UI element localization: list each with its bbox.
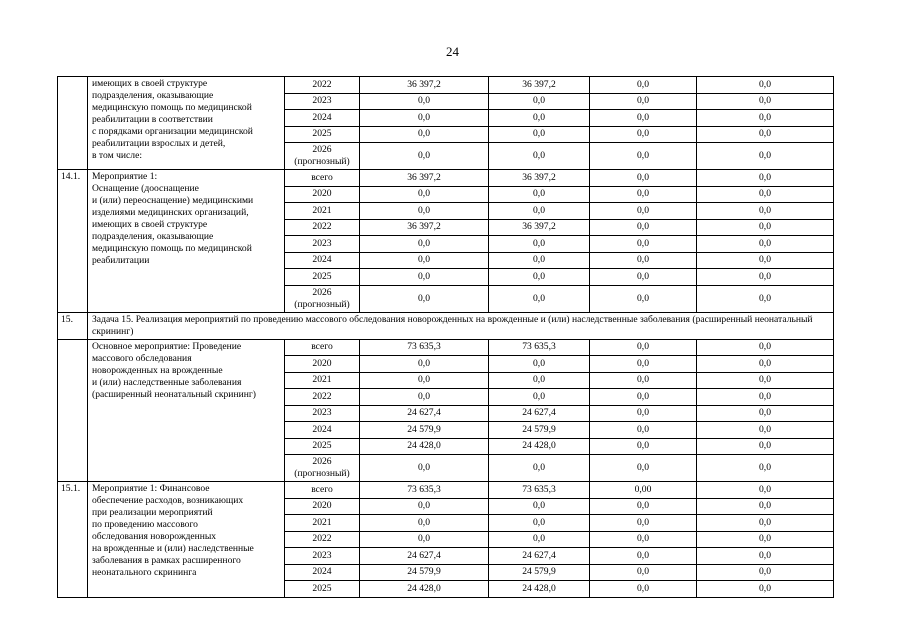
amount-cell: 0,0 — [697, 143, 834, 170]
amount-cell: 0,0 — [590, 252, 697, 269]
amount-cell: 36 397,2 — [489, 77, 590, 94]
year-label: 2025 — [312, 128, 332, 140]
amount-cell: 0,0 — [489, 269, 590, 286]
year-label: (прогнозный) — [294, 468, 350, 479]
year-cell — [285, 285, 360, 312]
amount-cell: 0,0 — [697, 422, 834, 439]
amount-cell: 0,0 — [590, 93, 697, 110]
year-label: (прогнозный) — [294, 156, 350, 167]
year-label: 2021 — [312, 204, 332, 216]
year-cell — [285, 356, 360, 373]
year-label: 2024 — [312, 254, 332, 266]
amount-cell: 0,0 — [590, 356, 697, 373]
amount-cell: 0,0 — [590, 285, 697, 312]
amount-cell: 0,0 — [697, 498, 834, 515]
year-cell — [285, 219, 360, 236]
year-cell — [285, 455, 360, 482]
description-line: подразделения, оказывающие — [92, 231, 214, 242]
year-cell — [285, 498, 360, 515]
amount-cell: 0,0 — [489, 455, 590, 482]
amount-cell: 0,0 — [489, 203, 590, 220]
amount-cell: 24 627,4 — [360, 548, 489, 565]
year-label: 2020 — [312, 188, 332, 200]
page-number: 24 — [446, 44, 459, 59]
amount-cell: 0,0 — [489, 356, 590, 373]
amount-cell: 0,0 — [590, 186, 697, 203]
description-line: медицинскую помощь по медицинской — [92, 243, 252, 254]
amount-cell: 0,0 — [697, 389, 834, 406]
year-cell — [285, 422, 360, 439]
year-cell — [285, 581, 360, 598]
amount-cell: 24 579,9 — [489, 422, 590, 439]
description-line: Мероприятие 1: Финансовое — [92, 483, 210, 494]
item-description — [88, 339, 285, 482]
amount-cell: 0,0 — [489, 389, 590, 406]
item-description — [88, 482, 285, 598]
amount-cell: 0,0 — [697, 564, 834, 581]
year-cell — [285, 482, 360, 499]
year-label: 2026 — [312, 144, 332, 155]
amount-cell: 0,0 — [360, 110, 489, 127]
year-label: 2024 — [312, 566, 332, 578]
description-line: имеющих в своей структуре — [92, 219, 208, 230]
description-line: новорожденных на врожденные — [92, 364, 223, 376]
amount-cell: 73 635,3 — [360, 339, 489, 356]
description-line: и (или) наследственные заболевания — [92, 376, 242, 388]
amount-cell: 0,0 — [697, 455, 834, 482]
amount-cell: 0,0 — [697, 531, 834, 548]
amount-cell: 0,0 — [360, 356, 489, 373]
amount-cell: 0,0 — [697, 170, 834, 187]
amount-cell: 0,0 — [590, 372, 697, 389]
item-description — [88, 77, 285, 170]
amount-cell: 0,0 — [697, 548, 834, 565]
year-label: 2022 — [312, 533, 332, 545]
amount-cell: 0,0 — [590, 422, 697, 439]
year-cell — [285, 515, 360, 532]
amount-cell: 24 579,9 — [360, 422, 489, 439]
year-label: всего — [311, 171, 333, 183]
year-cell — [285, 372, 360, 389]
amount-cell: 0,0 — [489, 93, 590, 110]
task-text: Задача 15. Реализация мероприятий по проведению массового обследования новорожденных на врожденные и (или) наследственные заболевания (расширенный неонатальный скрининг) — [88, 312, 834, 339]
year-cell — [285, 438, 360, 455]
amount-cell: 36 397,2 — [360, 170, 489, 187]
description-line: по проведению массового — [92, 519, 198, 530]
year-cell — [285, 269, 360, 286]
year-cell — [285, 548, 360, 565]
amount-cell: 0,0 — [360, 285, 489, 312]
item-number: 14.1. — [58, 170, 88, 313]
amount-cell: 0,0 — [360, 252, 489, 269]
amount-cell: 0,0 — [697, 372, 834, 389]
amount-cell: 0,0 — [590, 339, 697, 356]
amount-cell: 0,0 — [360, 186, 489, 203]
amount-cell: 0,0 — [360, 126, 489, 143]
table-row — [58, 482, 834, 499]
year-cell — [285, 186, 360, 203]
description-line: Мероприятие 1: — [92, 171, 158, 182]
description-line: имеющих в своей структуре — [92, 78, 208, 89]
year-label: 2026 — [312, 286, 332, 298]
amount-cell: 0,0 — [590, 77, 697, 94]
table-row — [58, 170, 834, 187]
amount-cell: 0,0 — [360, 236, 489, 253]
amount-cell: 0,0 — [489, 110, 590, 127]
amount-cell: 0,0 — [590, 236, 697, 253]
description-line: обеспечение расходов, возникающих — [92, 495, 244, 506]
amount-cell: 0,0 — [697, 93, 834, 110]
task-row — [58, 312, 834, 339]
year-label: 2022 — [312, 221, 332, 233]
amount-cell: 0,0 — [697, 186, 834, 203]
amount-cell: 0,0 — [697, 581, 834, 598]
description-line: при реализации мероприятий — [92, 507, 213, 518]
year-cell — [285, 531, 360, 548]
amount-cell: 24 579,9 — [489, 564, 590, 581]
amount-cell: 0,0 — [489, 236, 590, 253]
year-label: 2023 — [312, 95, 332, 107]
year-cell — [285, 236, 360, 253]
amount-cell: 0,0 — [590, 515, 697, 532]
description-line: в том числе: — [92, 150, 143, 161]
year-cell — [285, 143, 360, 170]
description-line: (расширенный неонатальный скрининг) — [92, 388, 256, 400]
description-line: Оснащение (дооснащение — [92, 183, 199, 194]
amount-cell: 73 635,3 — [360, 482, 489, 499]
year-label: 2025 — [312, 582, 332, 594]
amount-cell: 0,0 — [360, 389, 489, 406]
amount-cell: 0,00 — [590, 482, 697, 499]
amount-cell: 73 635,3 — [489, 339, 590, 356]
amount-cell: 0,0 — [590, 498, 697, 515]
amount-cell: 0,0 — [360, 93, 489, 110]
amount-cell: 0,0 — [360, 515, 489, 532]
description-line: Основное мероприятие: Проведение — [92, 340, 242, 352]
amount-cell: 0,0 — [697, 269, 834, 286]
amount-cell: 0,0 — [489, 186, 590, 203]
amount-cell: 73 635,3 — [489, 482, 590, 499]
amount-cell: 0,0 — [590, 564, 697, 581]
item-number — [58, 77, 88, 170]
amount-cell: 24 428,0 — [360, 581, 489, 598]
year-cell — [285, 77, 360, 94]
amount-cell: 0,0 — [697, 236, 834, 253]
description-line: заболевания в рамках расширенного — [92, 555, 241, 566]
description-line: обследования новорожденных — [92, 531, 217, 542]
amount-cell: 0,0 — [697, 438, 834, 455]
year-cell — [285, 110, 360, 127]
amount-cell: 0,0 — [697, 219, 834, 236]
amount-cell: 0,0 — [697, 203, 834, 220]
amount-cell: 0,0 — [360, 498, 489, 515]
amount-cell: 0,0 — [590, 203, 697, 220]
amount-cell: 0,0 — [590, 269, 697, 286]
year-label: 2020 — [312, 357, 332, 369]
description-line: реабилитации взрослых и детей, — [92, 138, 226, 149]
amount-cell: 0,0 — [697, 515, 834, 532]
amount-cell: 0,0 — [489, 143, 590, 170]
year-label: 2021 — [312, 374, 332, 386]
amount-cell: 24 579,9 — [360, 564, 489, 581]
task-number: 15. — [58, 312, 88, 339]
description-line: подразделения, оказывающие — [92, 90, 214, 101]
amount-cell: 0,0 — [697, 339, 834, 356]
year-label: 2023 — [312, 407, 332, 419]
year-cell — [285, 564, 360, 581]
amount-cell: 0,0 — [590, 438, 697, 455]
amount-cell: 0,0 — [489, 252, 590, 269]
year-cell — [285, 389, 360, 406]
description-line: и (или) переоснащение) медицинскими — [92, 195, 254, 206]
year-cell — [285, 93, 360, 110]
year-cell — [285, 339, 360, 356]
amount-cell: 0,0 — [697, 285, 834, 312]
amount-cell: 0,0 — [590, 531, 697, 548]
budget-table-wrapper — [57, 76, 833, 598]
amount-cell: 24 627,4 — [360, 405, 489, 422]
year-label: 2021 — [312, 516, 332, 528]
year-label: 2023 — [312, 549, 332, 561]
budget-table-body — [58, 77, 834, 598]
amount-cell: 24 627,4 — [489, 405, 590, 422]
amount-cell: 0,0 — [360, 143, 489, 170]
amount-cell: 0,0 — [697, 110, 834, 127]
year-cell — [285, 203, 360, 220]
amount-cell: 0,0 — [697, 77, 834, 94]
amount-cell: 0,0 — [590, 455, 697, 482]
item-number — [58, 339, 88, 482]
description-line: реабилитации — [92, 255, 150, 266]
description-line: медицинскую помощь по медицинской — [92, 102, 252, 113]
item-number: 15.1. — [58, 482, 88, 598]
amount-cell: 0,0 — [590, 405, 697, 422]
amount-cell: 0,0 — [590, 170, 697, 187]
amount-cell: 0,0 — [697, 405, 834, 422]
amount-cell: 24 428,0 — [489, 438, 590, 455]
amount-cell: 0,0 — [489, 531, 590, 548]
amount-cell: 0,0 — [489, 126, 590, 143]
amount-cell: 0,0 — [489, 285, 590, 312]
amount-cell: 0,0 — [590, 143, 697, 170]
amount-cell: 36 397,2 — [489, 219, 590, 236]
table-row — [58, 77, 834, 94]
amount-cell: 36 397,2 — [489, 170, 590, 187]
amount-cell: 0,0 — [590, 126, 697, 143]
amount-cell: 24 428,0 — [360, 438, 489, 455]
amount-cell: 0,0 — [697, 126, 834, 143]
description-line: неонатального скрининга — [92, 567, 197, 578]
amount-cell: 24 428,0 — [489, 581, 590, 598]
amount-cell: 0,0 — [590, 389, 697, 406]
amount-cell: 0,0 — [489, 498, 590, 515]
year-cell — [285, 170, 360, 187]
amount-cell: 0,0 — [697, 482, 834, 499]
year-label: 2025 — [312, 270, 332, 282]
amount-cell: 0,0 — [360, 203, 489, 220]
year-label: 2020 — [312, 500, 332, 512]
year-label: 2024 — [312, 111, 332, 123]
year-label: 2024 — [312, 423, 332, 435]
amount-cell: 0,0 — [360, 455, 489, 482]
amount-cell: 24 627,4 — [489, 548, 590, 565]
year-label: всего — [311, 341, 333, 353]
amount-cell: 0,0 — [489, 372, 590, 389]
amount-cell: 0,0 — [590, 110, 697, 127]
year-label: (прогнозный) — [294, 298, 350, 310]
amount-cell: 0,0 — [360, 269, 489, 286]
budget-table — [57, 76, 834, 598]
amount-cell: 0,0 — [360, 372, 489, 389]
year-cell — [285, 126, 360, 143]
amount-cell: 0,0 — [590, 219, 697, 236]
year-label: 2022 — [312, 390, 332, 402]
year-label: 2022 — [312, 78, 332, 90]
year-label: всего — [311, 483, 333, 495]
amount-cell: 0,0 — [590, 581, 697, 598]
item-description — [88, 170, 285, 313]
amount-cell: 36 397,2 — [360, 219, 489, 236]
description-line: на врожденные и (или) наследственные — [92, 543, 254, 554]
table-row — [58, 339, 834, 356]
amount-cell: 36 397,2 — [360, 77, 489, 94]
year-cell — [285, 252, 360, 269]
amount-cell: 0,0 — [590, 548, 697, 565]
amount-cell: 0,0 — [489, 515, 590, 532]
description-line: с порядками организации медицинской — [92, 126, 253, 137]
amount-cell: 0,0 — [697, 356, 834, 373]
year-cell — [285, 405, 360, 422]
amount-cell: 0,0 — [360, 531, 489, 548]
description-line: массового обследования — [92, 352, 192, 364]
year-label: 2023 — [312, 237, 332, 249]
amount-cell: 0,0 — [697, 252, 834, 269]
description-line: изделиями медицинских организаций, — [92, 207, 249, 218]
year-label: 2026 — [312, 456, 332, 467]
description-line: реабилитации в соответствии — [92, 114, 213, 125]
year-label: 2025 — [312, 440, 332, 452]
